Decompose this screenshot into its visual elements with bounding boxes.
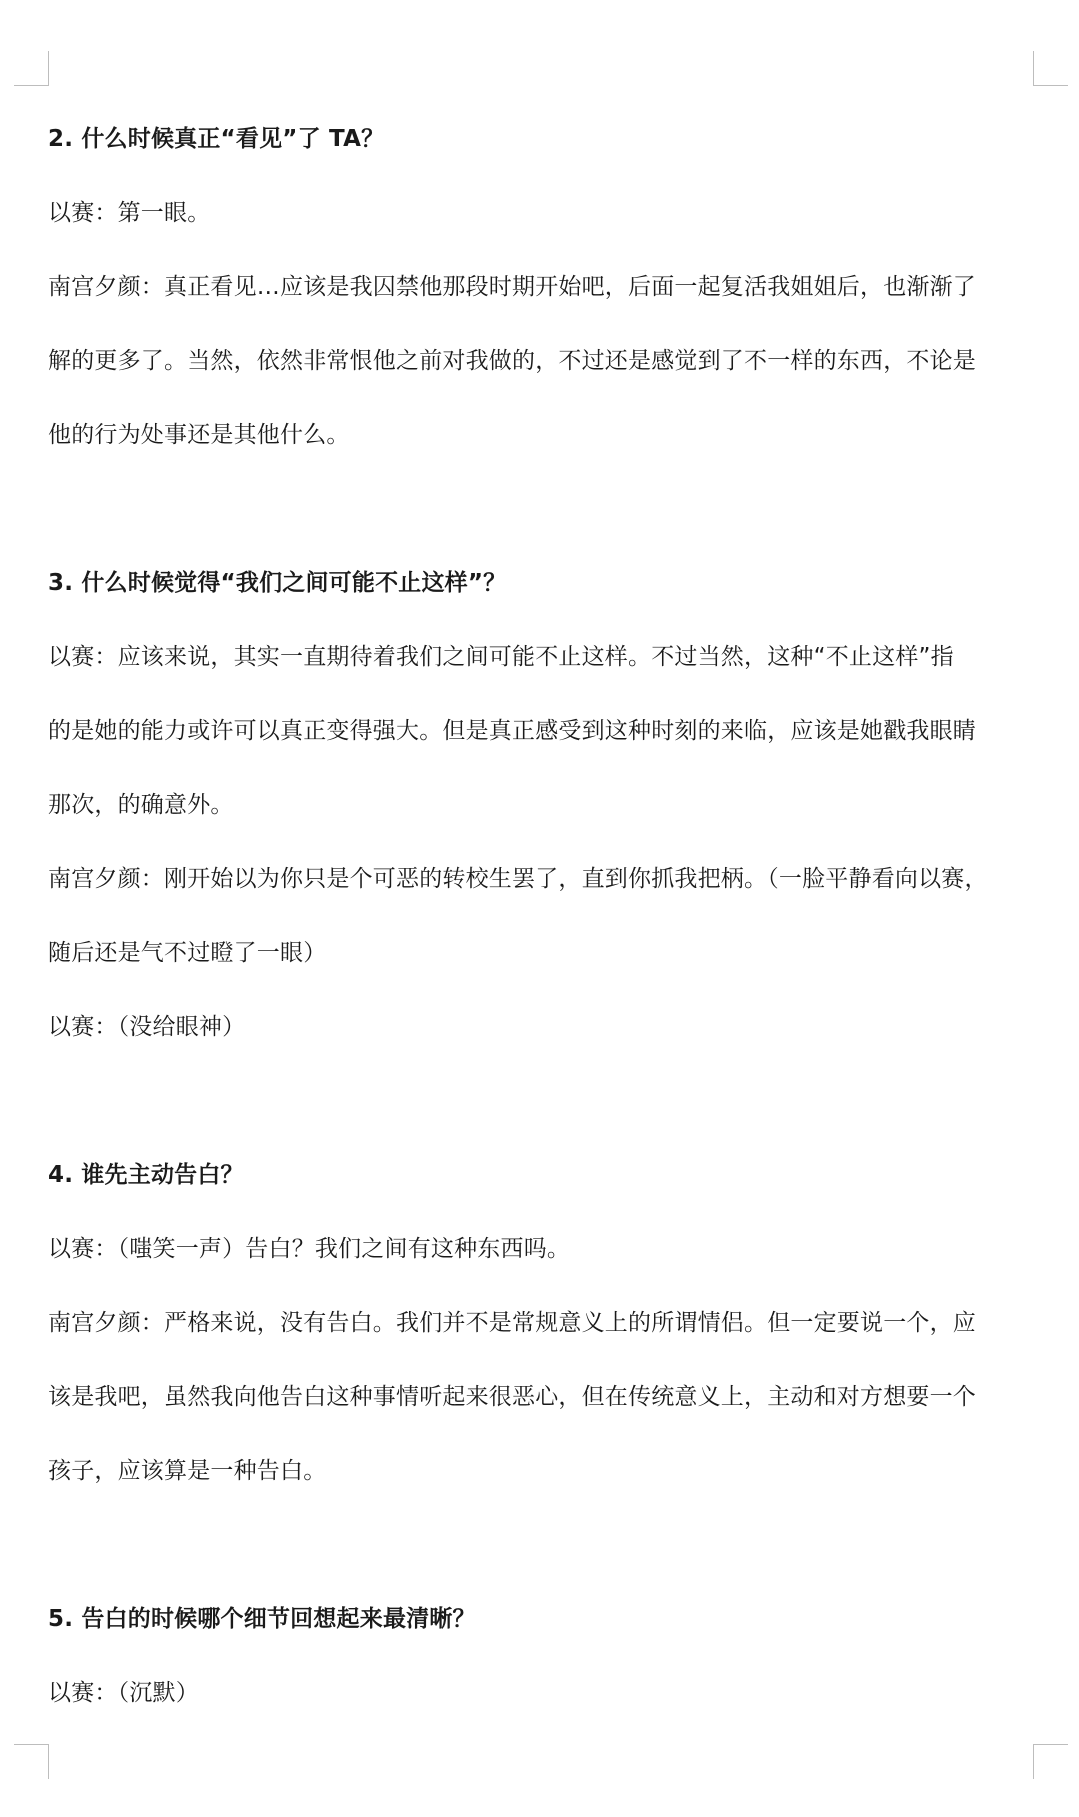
question-heading: 4. 谁先主动告白？ [48,1162,244,1188]
blank-line [48,1508,1033,1582]
answer-line: 随后还是气不过瞪了一眼） [48,940,327,966]
answer-line: 孩子，应该算是一种告白。 [48,1458,327,1484]
question-heading: 2. 什么时候真正“看见”了 TA？ [48,126,385,152]
blank-line [48,1064,1033,1138]
answer-line: 以赛：第一眼。 [48,200,211,226]
answer-line: 以赛：（沉默） [48,1680,199,1706]
answer-line: 南宫夕颜：刚开始以为你只是个可恶的转校生罢了，直到你抓我把柄。（一脸平静看向以赛， [48,866,988,892]
document-body [48,102,1033,1730]
answer-line: 以赛：应该来说，其实一直期待着我们之间可能不止这样。不过当然，这种“不止这样”指 [48,644,954,670]
answer-line: 解的更多了。当然，依然非常恨他之前对我做的，不过还是感觉到了不一样的东西，不论是 [48,348,976,374]
crop-mark-top-right [1033,51,1068,86]
crop-mark-bottom-right [1033,1744,1068,1779]
answer-line: 以赛：（没给眼神） [48,1014,246,1040]
answer-line: 南宫夕颜：严格来说，没有告白。我们并不是常规意义上的所谓情侣。但一定要说一个，应 [48,1310,976,1336]
answer-line: 南宫夕颜：真正看见…应该是我囚禁他那段时期开始吧，后面一起复活我姐姐后，也渐渐了 [48,274,976,300]
blank-line [48,472,1033,546]
answer-line: 的是她的能力或许可以真正变得强大。但是真正感受到这种时刻的来临，应该是她戳我眼睛 [48,718,976,744]
answer-line: 以赛：（嗤笑一声）告白？我们之间有这种东西吗。 [48,1236,571,1262]
question-heading: 5. 告白的时候哪个细节回想起来最清晰？ [48,1606,476,1632]
question-heading: 3. 什么时候觉得“我们之间可能不止这样”？ [48,570,507,596]
answer-line: 那次，的确意外。 [48,792,234,818]
crop-mark-bottom-left [14,1744,49,1779]
crop-mark-top-left [14,51,49,86]
answer-line: 该是我吧，虽然我向他告白这种事情听起来很恶心，但在传统意义上，主动和对方想要一个 [48,1384,976,1410]
answer-line: 他的行为处事还是其他什么。 [48,422,350,448]
